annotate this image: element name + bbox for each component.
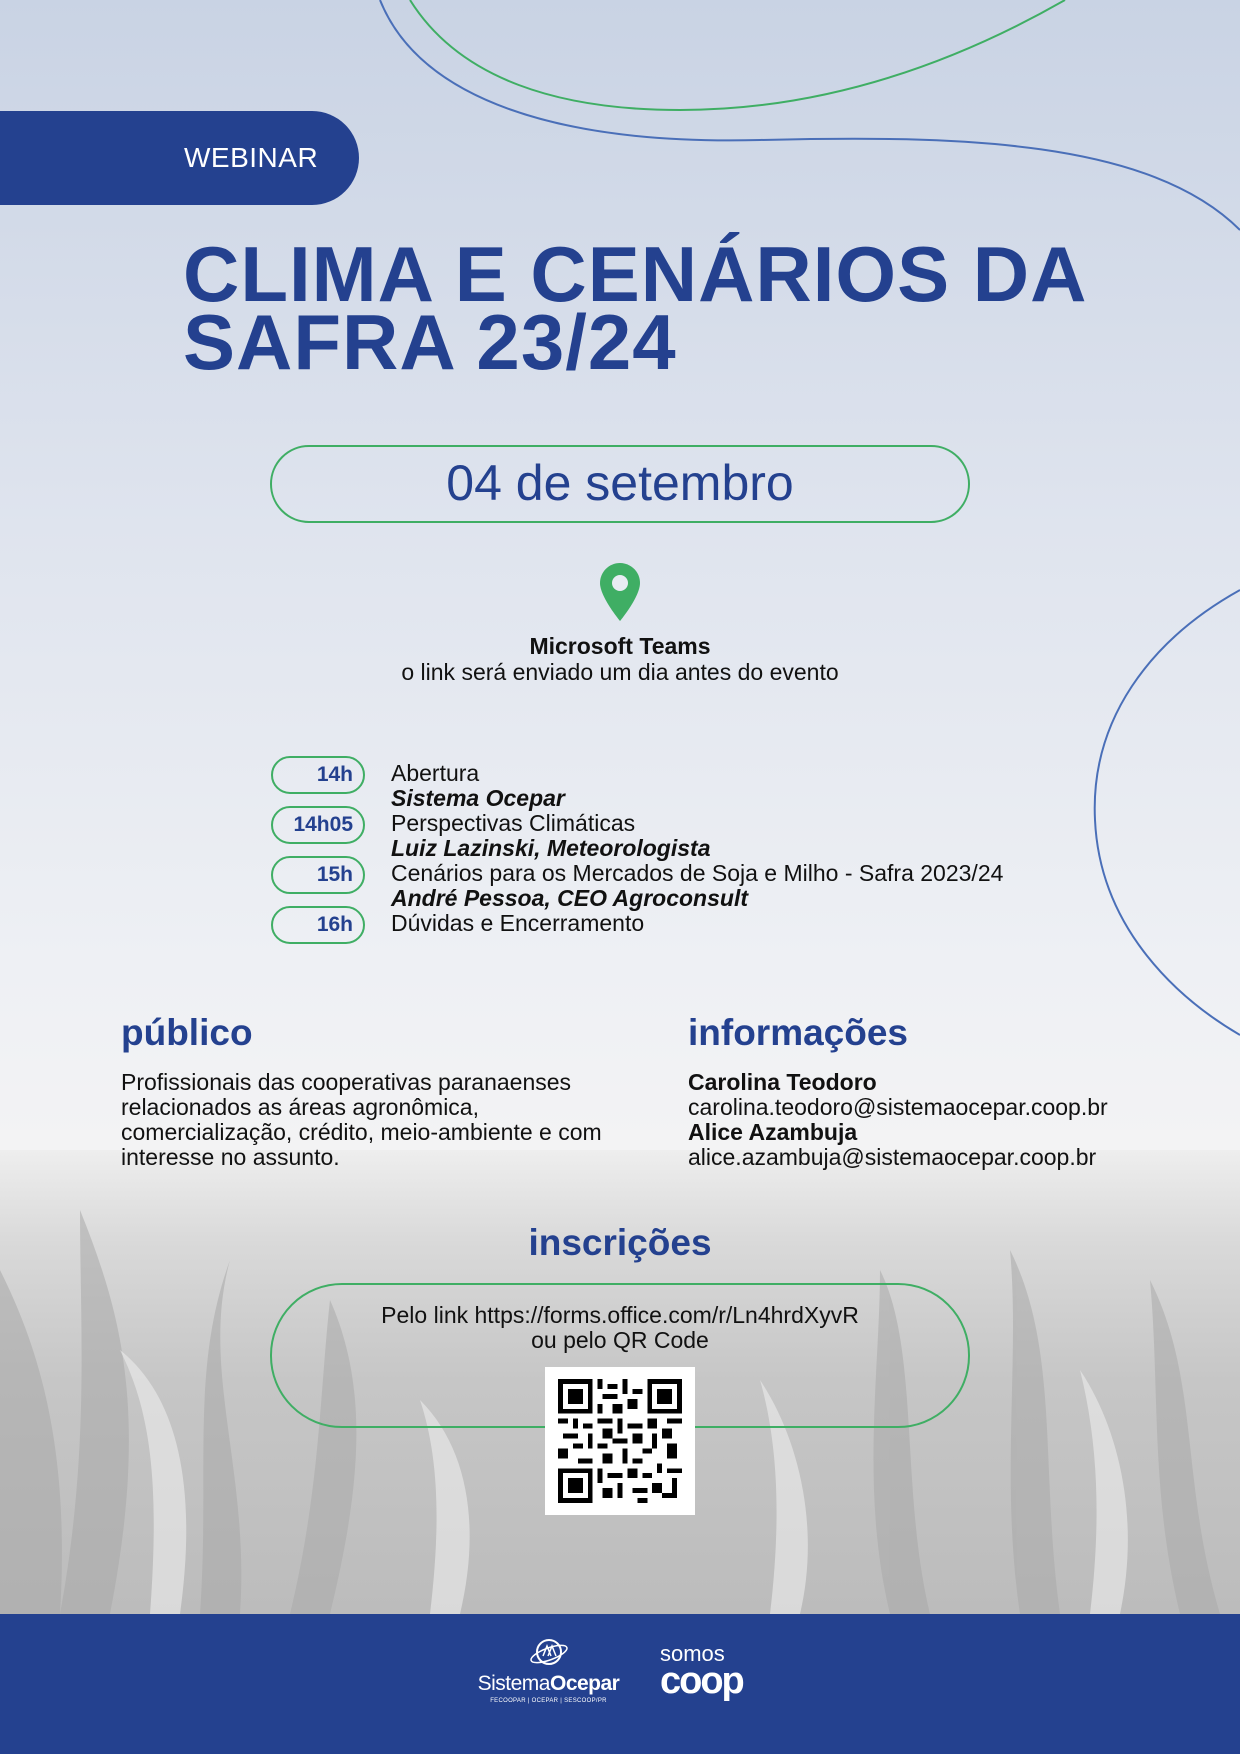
agenda-item — [271, 756, 1091, 811]
agenda-time: 16h — [271, 906, 365, 944]
contact-list — [688, 1070, 1108, 1170]
publico-heading: público — [121, 1012, 253, 1053]
ocepar-emblem-icon — [529, 1636, 569, 1670]
logo-word-bold: Ocepar — [549, 1672, 620, 1695]
agenda-title: Dúvidas e Encerramento — [391, 910, 645, 936]
agenda-title: Abertura — [391, 760, 480, 786]
event-date: 04 de setembro — [270, 445, 970, 523]
agenda-item — [271, 906, 1091, 956]
contact-name: Carolina Teodoro — [688, 1069, 877, 1095]
registration-qr-note: ou pelo QR Code — [531, 1327, 709, 1353]
contact-email[interactable]: carolina.teodoro@sistemaocepar.coop.br — [688, 1094, 1108, 1120]
footer — [0, 1614, 1240, 1754]
contact-email[interactable]: alice.azambuja@sistemaocepar.coop.br — [688, 1144, 1097, 1170]
sistema-ocepar-logo — [476, 1636, 621, 1716]
agenda-time: 15h — [271, 856, 365, 894]
somos-coop-logo — [660, 1641, 760, 1714]
somos-text: somos — [660, 1641, 725, 1666]
agenda-title: Perspectivas Climáticas — [391, 810, 636, 836]
publico-text: Profissionais das cooperativas paranaenses relacionados as áreas agronômica, comercialização, crédito, meio-ambiente e com interesse no assunto. — [121, 1069, 602, 1170]
logo-subtitle: FECOOPAR | OCEPAR | SESCOOP/PR — [490, 1698, 607, 1704]
agenda-item — [271, 856, 1091, 911]
registration-link[interactable]: Pelo link https://forms.office.com/r/Ln4hrdXyvR — [381, 1302, 859, 1328]
agenda-speaker: Luiz Lazinski, Meteorologista — [391, 835, 711, 861]
logo-word-light: Sistema — [477, 1672, 550, 1695]
webinar-tag: WEBINAR — [0, 111, 359, 205]
qr-code[interactable] — [545, 1367, 695, 1515]
agenda-item — [271, 806, 1091, 861]
qr-code-icon — [557, 1379, 683, 1503]
agenda-speaker: André Pessoa, CEO Agroconsult — [391, 885, 748, 911]
agenda-speaker: Sistema Ocepar — [391, 785, 565, 811]
informacoes-heading: informações — [688, 1012, 909, 1053]
contact-name: Alice Azambuja — [688, 1119, 858, 1145]
page-title: CLIMA E CENÁRIOS DA SAFRA 23/24 — [183, 230, 1085, 386]
agenda — [271, 756, 1091, 956]
location-name: Microsoft Teams — [529, 633, 711, 659]
agenda-time: 14h — [271, 756, 365, 794]
coop-text: coop — [660, 1660, 743, 1702]
location-note: o link será enviado um dia antes do evento — [401, 659, 839, 685]
agenda-time: 14h05 — [271, 806, 365, 844]
agenda-title: Cenários para os Mercados de Soja e Milho - Safra 2023/24 — [391, 860, 1004, 886]
inscricoes-heading: inscrições — [528, 1222, 712, 1263]
location-pin-icon — [600, 563, 640, 621]
